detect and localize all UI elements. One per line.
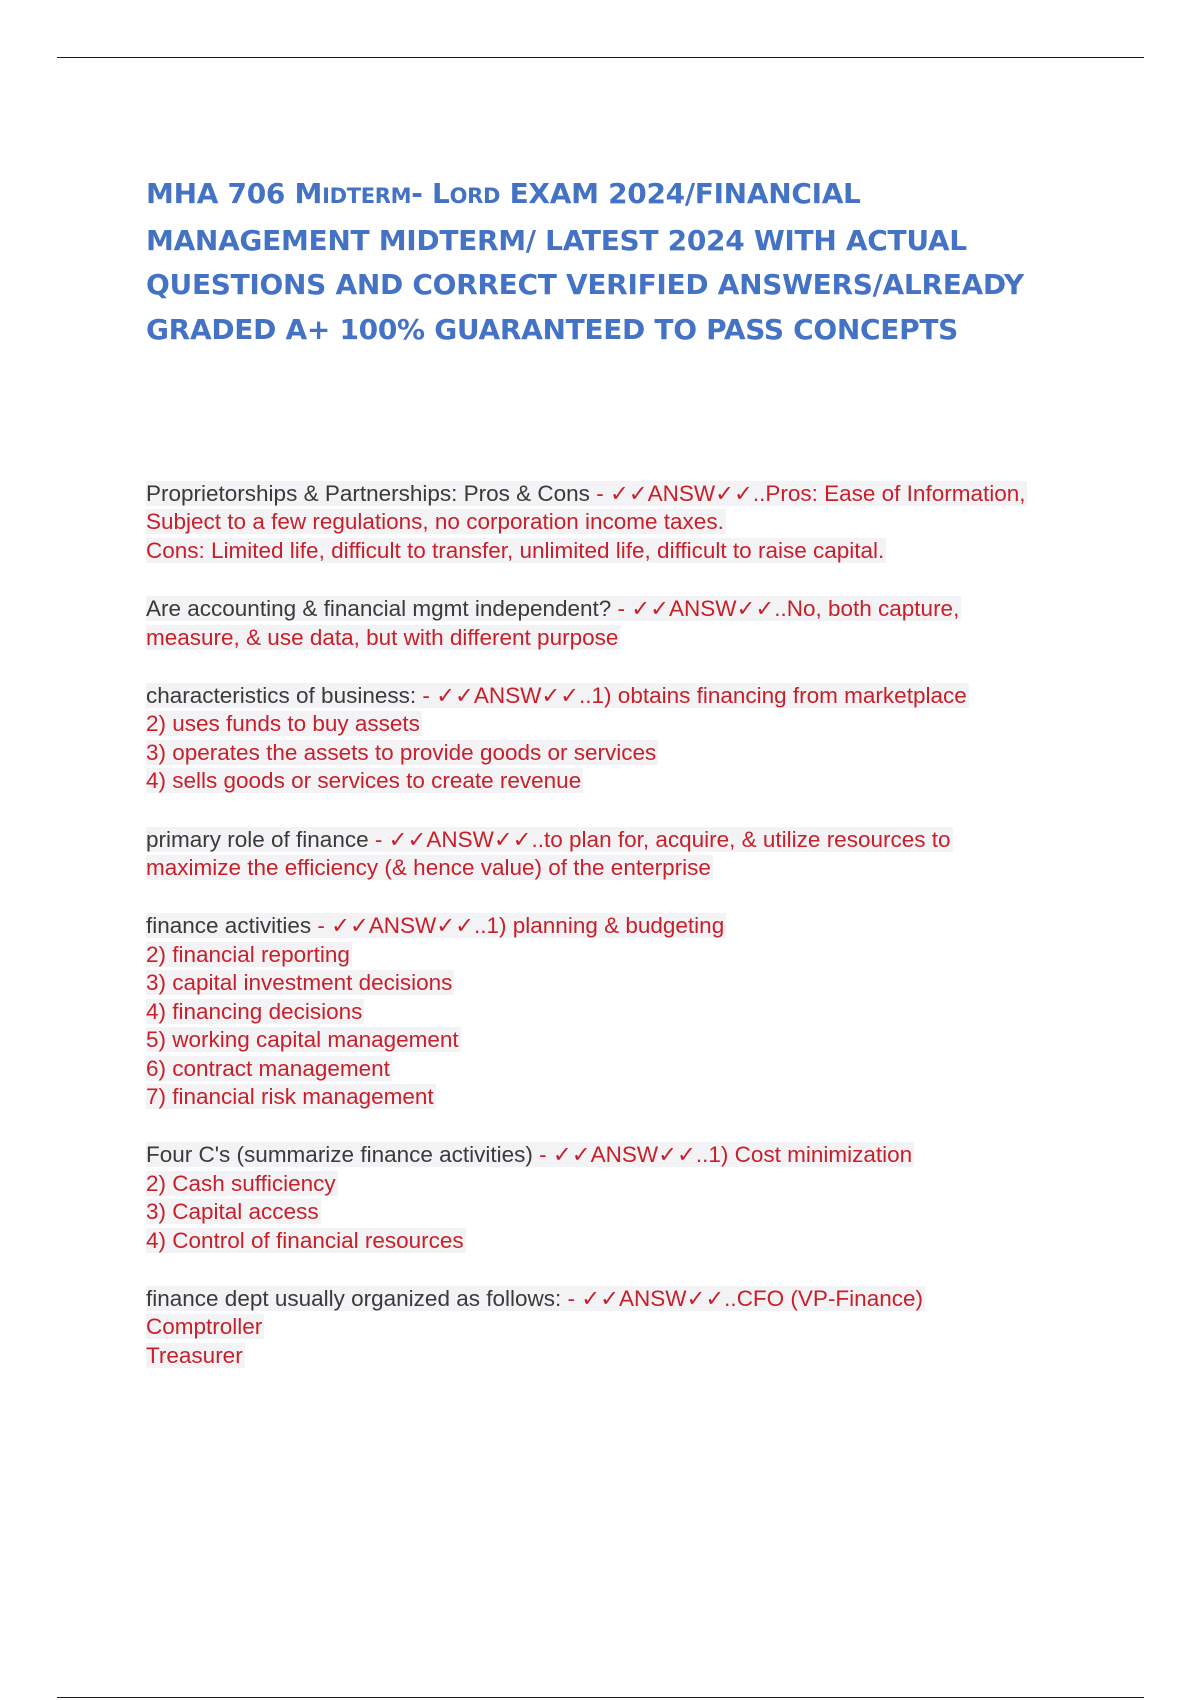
answer-line xyxy=(146,1313,1106,1341)
separator: - xyxy=(611,596,632,622)
separator: - xyxy=(589,481,610,506)
qa-first-line xyxy=(146,595,1106,623)
title-line-2: MANAGEMENT MIDTERM/ LATEST 2024 WITH ACTUAL xyxy=(146,223,967,257)
question-text: primary role of finance xyxy=(146,826,369,852)
answer-text: Subject to a few regulations, no corporation income taxes. xyxy=(146,509,724,535)
answer-text: 4) financing decisions xyxy=(146,998,363,1024)
answer-line xyxy=(146,1198,1106,1226)
qa-first-line xyxy=(146,682,1106,710)
answer-text: 1) planning & budgeting xyxy=(486,913,725,939)
answer-line xyxy=(146,1170,1106,1198)
qa-first-line xyxy=(146,912,1106,940)
separator: - xyxy=(561,1285,582,1311)
answer-text: 3) operates the assets to provide goods or services xyxy=(146,739,657,765)
answer-text: 1) obtains financing from marketplace xyxy=(591,683,967,709)
answer-marker: ✓✓ANSW✓✓.. xyxy=(388,826,545,852)
answer-text: maximize the efficiency (& hence value) of the enterprise xyxy=(146,855,711,881)
document-title xyxy=(146,172,1046,352)
separator: - xyxy=(416,683,437,709)
question-text: finance dept usually organized as follows: xyxy=(146,1285,562,1311)
answer-line xyxy=(146,854,1106,882)
answer-text: 4) Control of financial resources xyxy=(146,1227,464,1253)
qa-item xyxy=(146,595,1106,652)
question-text: Are accounting & financial mgmt independent? xyxy=(146,596,612,622)
question-text: Proprietorships & Partnerships: Pros & Cons xyxy=(146,481,590,506)
answer-line xyxy=(146,624,1106,652)
answer-line xyxy=(146,767,1106,795)
answer-marker: ✓✓ANSW✓✓.. xyxy=(581,1285,737,1311)
answer-line xyxy=(146,998,1106,1026)
answer-marker: ✓✓ANSW✓✓.. xyxy=(609,481,766,506)
separator: - xyxy=(368,826,389,852)
answer-marker: ✓✓ANSW✓✓.. xyxy=(436,683,592,709)
answer-line xyxy=(146,537,1106,565)
title-line-1: MHA 706 MIDTERM- LORD EXAM 2024/FINANCIAL xyxy=(146,177,861,210)
answer-line xyxy=(146,1055,1106,1083)
qa-item xyxy=(146,480,1106,565)
qa-item xyxy=(146,682,1106,796)
qa-first-line xyxy=(146,1285,1106,1313)
answer-text: 2) uses funds to buy assets xyxy=(146,711,420,737)
answer-text: Pros: Ease of Information, xyxy=(765,481,1026,506)
qa-first-line xyxy=(146,480,1106,508)
qa-first-line xyxy=(146,826,1106,854)
answer-text: No, both capture, xyxy=(786,596,960,622)
answer-text: 2) financial reporting xyxy=(146,941,350,967)
answer-line xyxy=(146,1083,1106,1111)
header-rule xyxy=(57,57,1144,58)
answer-text: to plan for, acquire, & utilize resources to xyxy=(544,826,951,852)
separator: - xyxy=(311,913,332,939)
answer-text: 7) financial risk management xyxy=(146,1083,434,1109)
qa-item xyxy=(146,826,1106,883)
answer-line xyxy=(146,969,1106,997)
footer-rule xyxy=(57,1697,1144,1698)
qa-item xyxy=(146,1141,1106,1255)
qa-item xyxy=(146,912,1106,1111)
qa-first-line xyxy=(146,1141,1106,1169)
question-text: finance activities xyxy=(146,913,312,939)
answer-text: CFO (VP-Finance) xyxy=(736,1285,923,1311)
qa-list xyxy=(146,480,1106,1400)
answer-line xyxy=(146,1026,1106,1054)
answer-marker: ✓✓ANSW✓✓.. xyxy=(631,596,787,622)
answer-line xyxy=(146,1342,1106,1370)
answer-text: Cons: Limited life, difficult to transfer, unlimited life, difficult to raise capital. xyxy=(146,537,885,563)
answer-line xyxy=(146,710,1106,738)
question-text: Four C's (summarize finance activities) xyxy=(146,1142,533,1168)
answer-text: 6) contract management xyxy=(146,1055,390,1081)
title-line-3: QUESTIONS AND CORRECT VERIFIED ANSWERS/ALREADY xyxy=(146,268,1024,301)
answer-line xyxy=(146,1227,1106,1255)
answer-marker: ✓✓ANSW✓✓.. xyxy=(331,913,487,939)
answer-text: 1) Cost minimization xyxy=(708,1142,913,1168)
answer-text: 3) Capital access xyxy=(146,1199,319,1225)
answer-text: 2) Cash sufficiency xyxy=(146,1170,336,1196)
separator: - xyxy=(532,1142,553,1168)
answer-text: 4) sells goods or services to create revenue xyxy=(146,768,582,794)
answer-text: 3) capital investment decisions xyxy=(146,970,453,996)
answer-text: Comptroller xyxy=(146,1314,263,1340)
answer-text: measure, & use data, but with different purpose xyxy=(146,624,619,650)
answer-text: Treasurer xyxy=(146,1342,243,1368)
answer-line xyxy=(146,508,1106,536)
answer-text: 5) working capital management xyxy=(146,1027,459,1053)
qa-item xyxy=(146,1285,1106,1370)
answer-line xyxy=(146,739,1106,767)
answer-marker: ✓✓ANSW✓✓.. xyxy=(552,1142,709,1168)
title-line-4: GRADED A+ 100% GUARANTEED TO PASS CONCEPTS xyxy=(146,312,958,346)
question-text: characteristics of business: xyxy=(146,683,417,709)
answer-line xyxy=(146,941,1106,969)
